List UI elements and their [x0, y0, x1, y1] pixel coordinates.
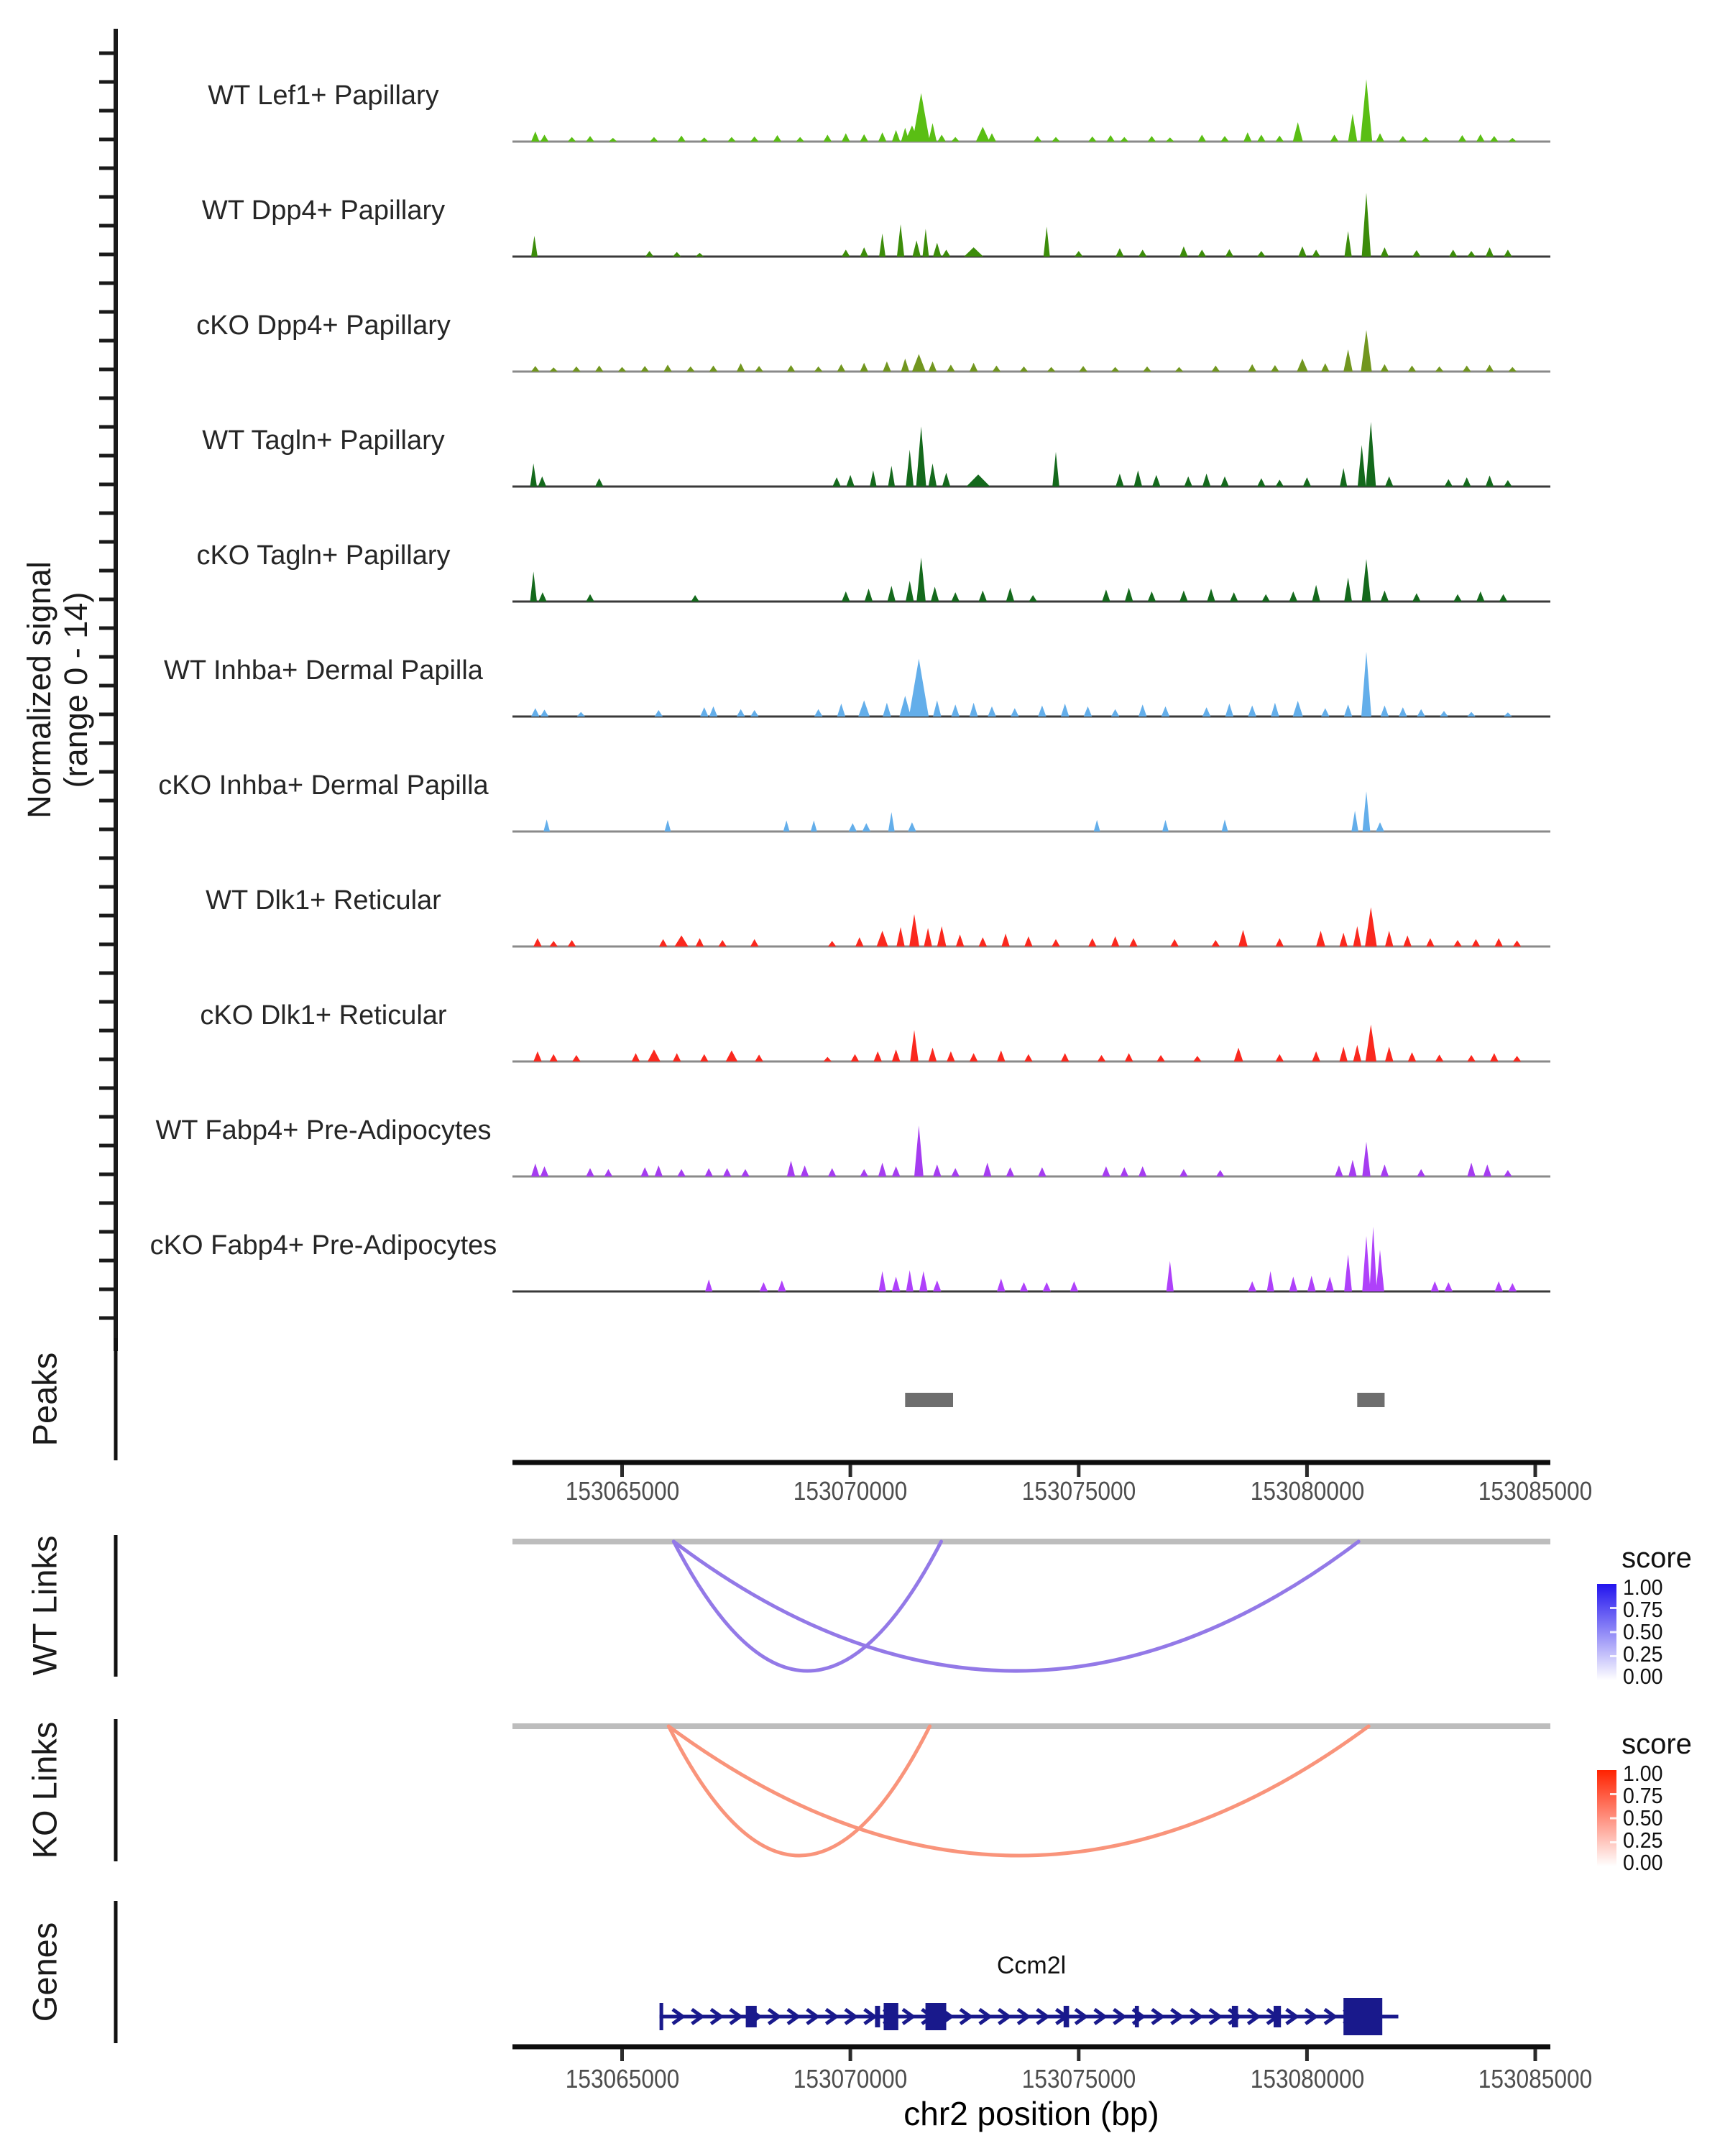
gene-name-label: Ccm2l — [996, 1952, 1067, 1979]
gene-exon — [1274, 2006, 1281, 2027]
track-label: WT Dlk1+ Reticular — [206, 885, 441, 916]
link-arc — [668, 1726, 1368, 1856]
legend-tick: 0.50 — [1623, 1805, 1663, 1830]
track-label: WT Tagln+ Papillary — [202, 425, 445, 456]
x-tick-label: 153085000 — [1478, 1476, 1593, 1506]
gene-exon — [746, 2006, 757, 2027]
legend-tick: 1.00 — [1623, 1575, 1663, 1600]
legend-tick: 0.25 — [1623, 1641, 1663, 1667]
section-label-genes: Genes — [25, 1922, 64, 2022]
gene-exon — [1064, 2006, 1070, 2027]
legend-tick: 0.00 — [1623, 1664, 1663, 1689]
legend-bar-notch — [1610, 1607, 1616, 1609]
x-tick-label: 153075000 — [1021, 2064, 1136, 2093]
signal-track-10 — [512, 1227, 1550, 1291]
link-arc — [673, 1542, 941, 1671]
legend-bar-notch — [1610, 1793, 1616, 1795]
y-axis-label-line1: Normalized signal — [21, 561, 58, 819]
legend-tick: 0.75 — [1623, 1597, 1663, 1622]
signal-track-8 — [512, 1025, 1550, 1061]
legend-bar-notch — [1610, 1655, 1616, 1657]
legend-bar-notch — [1610, 1841, 1616, 1843]
y-axis-label-line2: (range 0 - 14) — [58, 591, 94, 788]
x-tick-label: 153075000 — [1021, 1476, 1136, 1506]
gene-exon — [926, 2003, 947, 2030]
x-tick-label: 153080000 — [1250, 1476, 1365, 1506]
peak-interval — [1357, 1393, 1384, 1407]
legend-bar-notch — [1610, 1631, 1616, 1634]
track-label: WT Inhba+ Dermal Papilla — [164, 655, 483, 686]
track-label: cKO Dlk1+ Reticular — [200, 1000, 447, 1031]
track-label: cKO Fabp4+ Pre-Adipocytes — [150, 1230, 497, 1261]
gene-exon — [1343, 1998, 1382, 2035]
signal-track-0 — [512, 79, 1550, 142]
signal-track-5 — [512, 652, 1550, 717]
section-label-ko-links: KO Links — [25, 1721, 64, 1859]
legend-tick: 0.75 — [1623, 1783, 1663, 1808]
x-tick-label: 153065000 — [565, 2064, 680, 2093]
link-arc — [673, 1542, 1358, 1671]
legend-bar-notch — [1610, 1818, 1616, 1820]
x-tick-label: 153065000 — [565, 1476, 680, 1506]
track-label: cKO Inhba+ Dermal Papilla — [158, 770, 489, 801]
gene-exon — [884, 2003, 898, 2030]
track-label: WT Dpp4+ Papillary — [201, 195, 446, 226]
legend-tick: 0.00 — [1623, 1850, 1663, 1875]
x-tick-label: 153070000 — [793, 1476, 908, 1506]
gene-exon — [1232, 2006, 1238, 2027]
signal-track-1 — [512, 193, 1550, 257]
track-label: cKO Tagln+ Papillary — [196, 540, 451, 571]
signal-track-7 — [512, 907, 1550, 946]
signal-track-4 — [512, 558, 1550, 602]
track-label: cKO Dpp4+ Papillary — [196, 310, 451, 341]
x-tick-label: 153085000 — [1478, 2064, 1593, 2093]
x-tick-label: 153070000 — [793, 2064, 908, 2093]
section-label-wt-links: WT Links — [25, 1535, 64, 1676]
track-label: WT Fabp4+ Pre-Adipocytes — [155, 1115, 492, 1146]
gene-exon — [660, 2003, 663, 2030]
signal-track-6 — [512, 791, 1550, 831]
track-label: WT Lef1+ Papillary — [208, 80, 439, 111]
signal-track-2 — [512, 330, 1550, 372]
gene-exon — [1135, 2006, 1139, 2027]
section-label-peaks: Peaks — [25, 1352, 64, 1447]
link-arc — [668, 1726, 929, 1856]
legend-tick: 0.25 — [1623, 1828, 1663, 1853]
peak-interval — [905, 1393, 953, 1407]
legend-tick: 0.50 — [1623, 1619, 1663, 1644]
legend-title-wt: score — [1622, 1542, 1692, 1574]
x-tick-label: 153080000 — [1250, 2064, 1365, 2093]
signal-track-3 — [512, 422, 1550, 487]
x-axis-title: chr2 position (bp) — [903, 2095, 1159, 2132]
legend-title-ko: score — [1622, 1728, 1692, 1760]
legend-tick: 1.00 — [1623, 1761, 1663, 1786]
signal-track-9 — [512, 1125, 1550, 1176]
gene-exon — [875, 2006, 880, 2027]
